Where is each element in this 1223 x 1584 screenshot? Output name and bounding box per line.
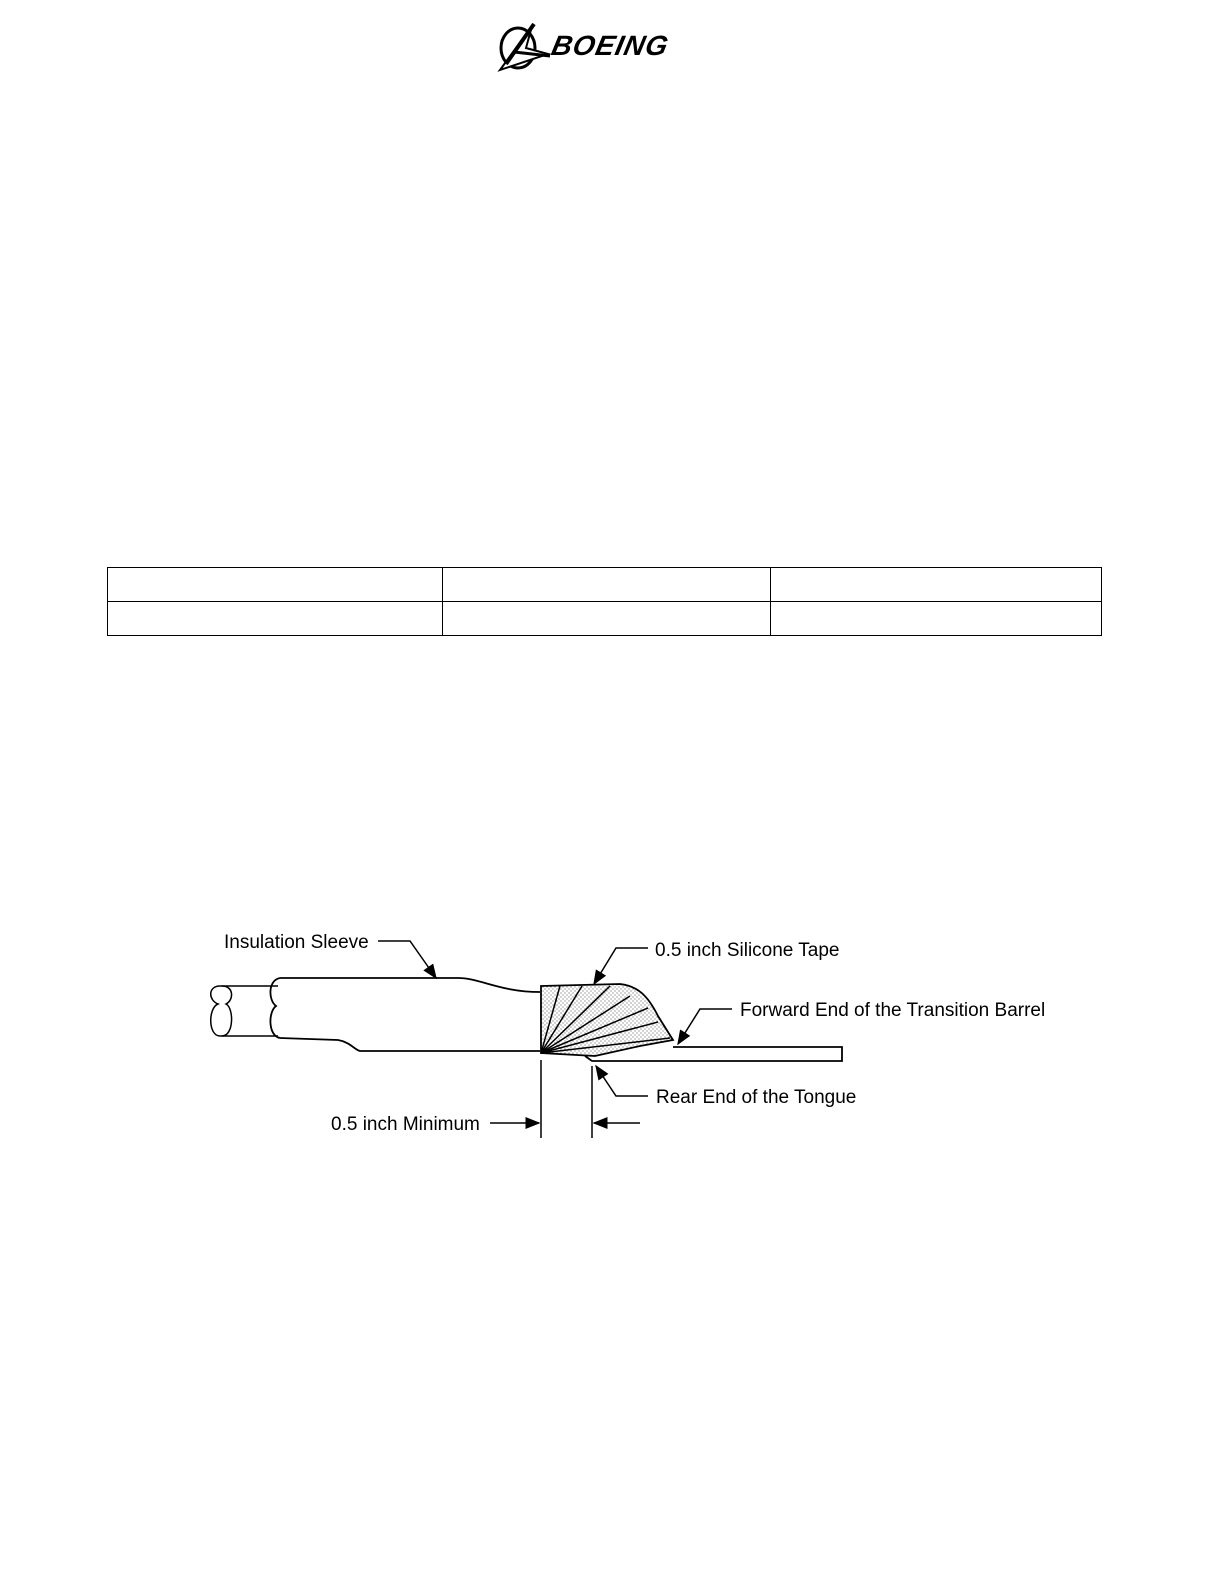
empty-table bbox=[107, 567, 1102, 636]
table-cell bbox=[108, 568, 443, 602]
leader-insulation-sleeve bbox=[224, 932, 436, 978]
boeing-logo bbox=[496, 18, 728, 76]
dimension-minimum bbox=[490, 1060, 640, 1138]
label-insulation-sleeve: Insulation Sleeve bbox=[224, 932, 369, 953]
leader-rear-end bbox=[596, 1066, 856, 1108]
wire-conductor bbox=[211, 986, 278, 1036]
splice-diagram bbox=[200, 920, 1080, 1150]
leader-forward-end bbox=[678, 1000, 1045, 1044]
table-cell bbox=[443, 568, 771, 602]
label-rear-end: Rear End of the Tongue bbox=[656, 1087, 857, 1108]
table-cell bbox=[771, 568, 1102, 602]
table-cell bbox=[108, 602, 443, 636]
label-silicone-tape: 0.5 inch Silicone Tape bbox=[655, 940, 840, 961]
table-row bbox=[108, 568, 1102, 602]
label-forward-end: Forward End of the Transition Barrel bbox=[740, 1000, 1046, 1021]
silicone-tape bbox=[541, 984, 673, 1056]
boeing-orbit-icon bbox=[496, 18, 552, 76]
table-cell bbox=[771, 602, 1102, 636]
boeing-wordmark: BOEING bbox=[548, 30, 672, 61]
table-cell bbox=[443, 602, 771, 636]
label-minimum: 0.5 inch Minimum bbox=[331, 1114, 480, 1135]
table-row bbox=[108, 602, 1102, 636]
insulation-sleeve bbox=[270, 978, 540, 1051]
leader-silicone-tape bbox=[594, 940, 840, 984]
